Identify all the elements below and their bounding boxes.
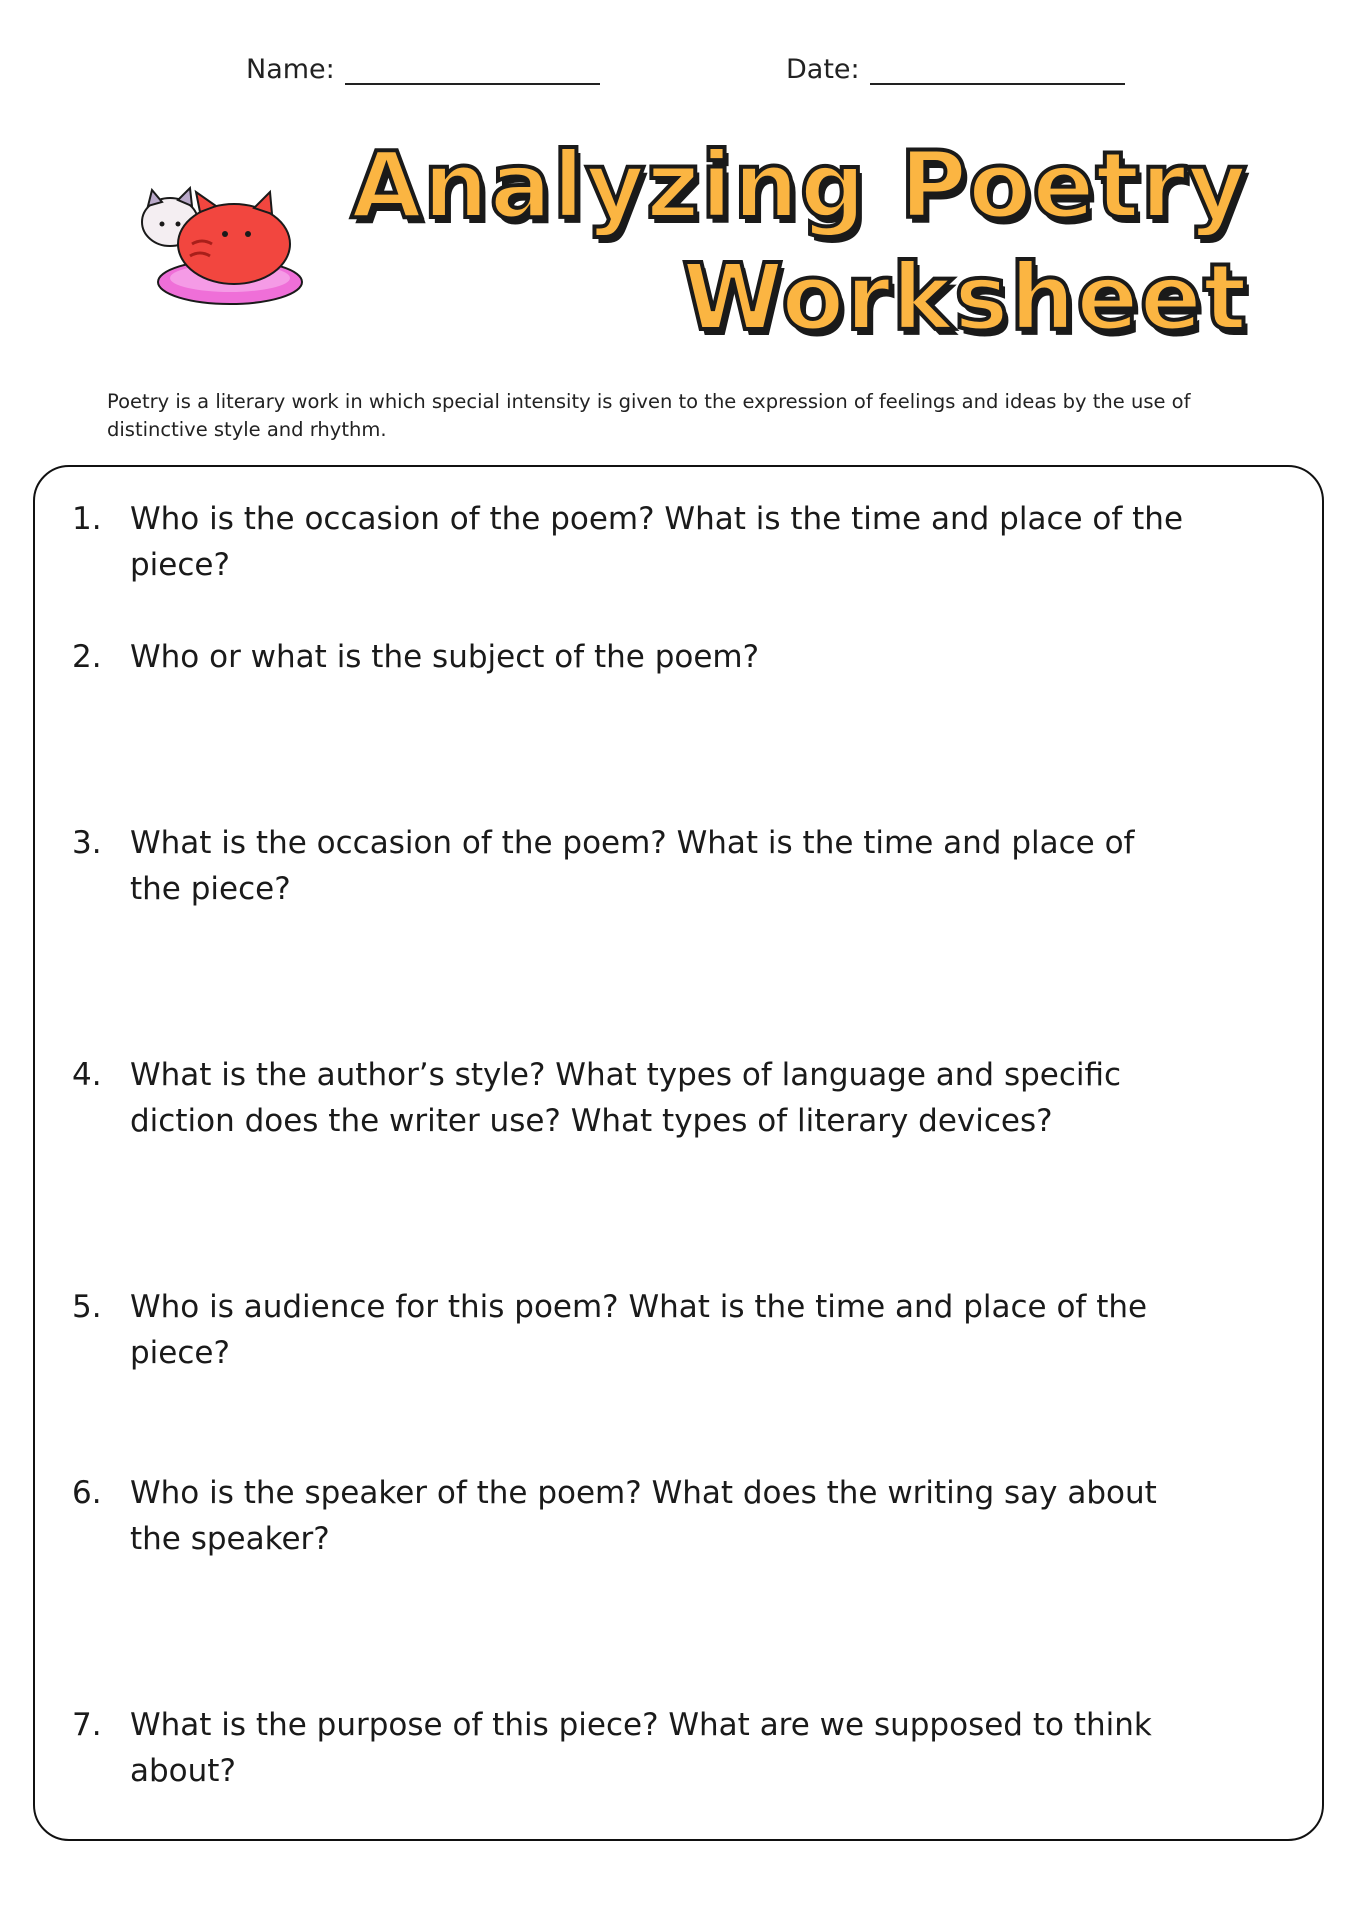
title-line-1: Analyzing Poetry xyxy=(350,132,1248,239)
cats-on-cushion-illustration xyxy=(130,182,320,312)
question-text: What is the author’s style? What types of language and specific diction does the writer use? What types of literary devices? xyxy=(130,1057,1122,1139)
question-text: What is the occasion of the poem? What is the time and place of the piece? xyxy=(130,825,1135,907)
name-blank-line[interactable] xyxy=(345,59,600,85)
intro-paragraph: Poetry is a literary work in which special intensity is given to the expression of feelings and ideas by the use of distinctive style and rhythm. xyxy=(107,390,1191,441)
question-number: 1. xyxy=(72,501,102,537)
question-text: Who is the speaker of the poem? What does the writing say about the speaker? xyxy=(130,1475,1157,1557)
question-text: Who is the occasion of the poem? What is the time and place of the piece? xyxy=(130,501,1184,583)
question-number: 5. xyxy=(72,1289,102,1325)
question-number: 2. xyxy=(72,639,102,675)
question-text: What is the purpose of this piece? What are we supposed to think about? xyxy=(130,1707,1152,1789)
question-1 xyxy=(72,496,1242,588)
question-4 xyxy=(72,1052,1242,1144)
question-number: 7. xyxy=(72,1707,102,1743)
name-label: Name: xyxy=(246,54,335,85)
question-number: 3. xyxy=(72,825,102,861)
question-text: Who is audience for this poem? What is the time and place of the piece? xyxy=(130,1289,1148,1371)
question-text: Who or what is the subject of the poem? xyxy=(130,639,760,675)
date-blank-line[interactable] xyxy=(870,59,1125,85)
worksheet-title xyxy=(351,130,1248,354)
date-field[interactable] xyxy=(786,54,1125,85)
question-number: 4. xyxy=(72,1057,102,1093)
question-5 xyxy=(72,1284,1242,1376)
date-label: Date: xyxy=(786,54,860,85)
question-number: 6. xyxy=(72,1475,102,1511)
name-field[interactable] xyxy=(246,54,600,85)
question-3 xyxy=(72,820,1192,912)
question-7 xyxy=(72,1702,1242,1794)
title-line-2: Worksheet xyxy=(682,244,1248,351)
question-6 xyxy=(72,1470,1242,1562)
question-2 xyxy=(72,634,1242,680)
